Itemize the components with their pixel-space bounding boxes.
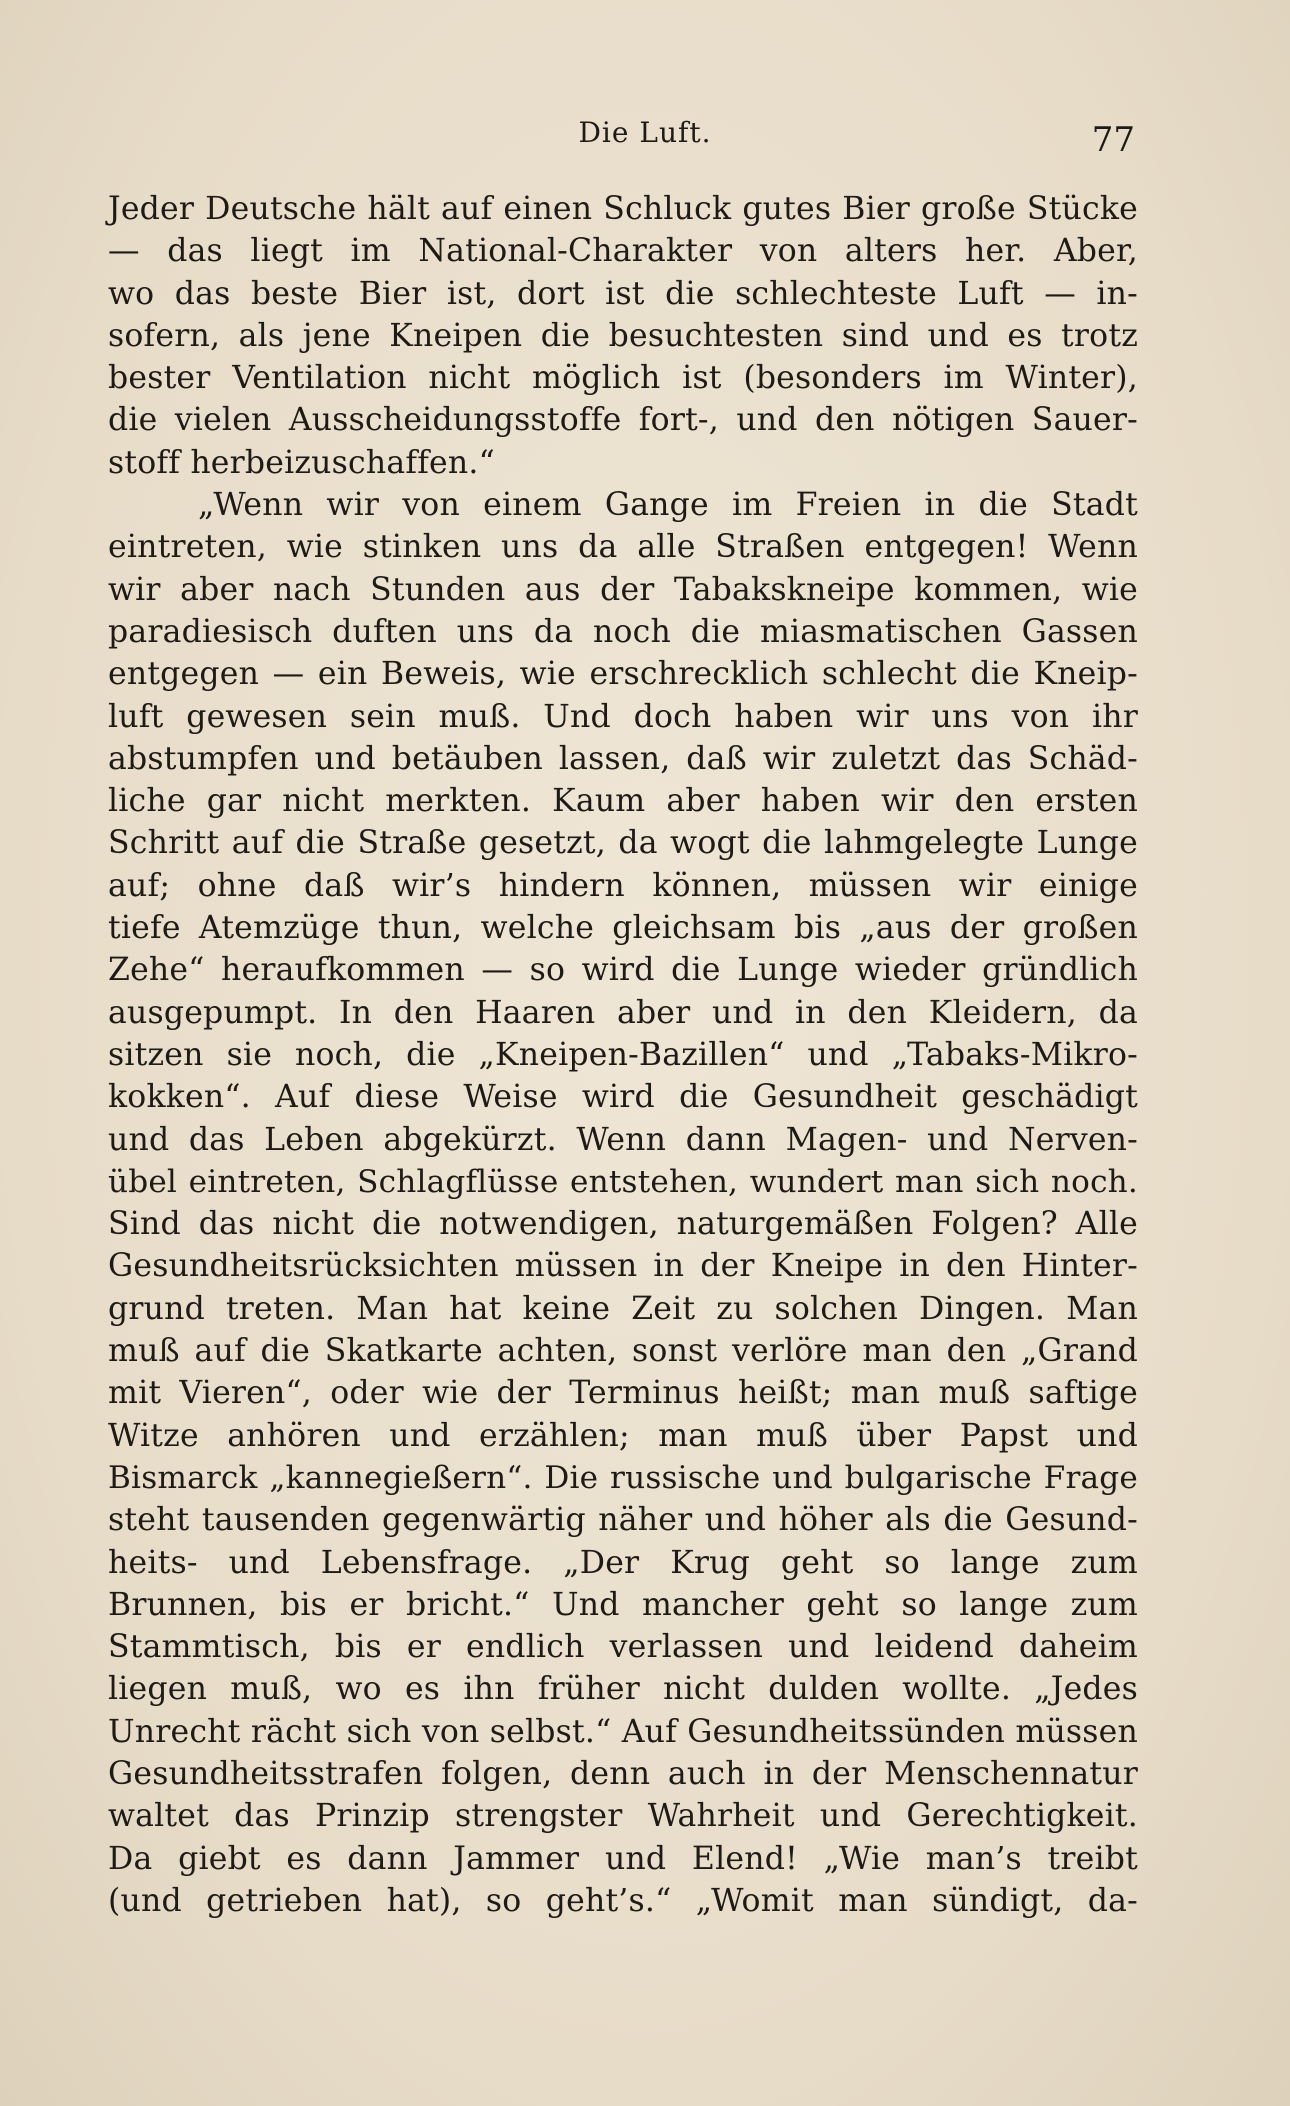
text-line: eintreten, wie stinken uns da alle Straßen entgegen! Wenn [108,529,1138,566]
text-line: (und getrieben hat), so geht’s.“ „Womit man sündigt, da- [108,1882,1138,1919]
text-line: Gesundheitsstrafen folgen, denn auch in der Menschennatur [108,1755,1138,1792]
text-line: waltet das Prinzip strengster Wahrheit und Gerechtigkeit. [108,1798,1138,1835]
text-line: kokken“. Auf diese Weise wird die Gesundheit geschädigt [108,1079,1138,1116]
text-line: Unrecht rächt sich von selbst.“ Auf Gesundheitssünden müssen [108,1713,1138,1750]
text-line: entgegen — ein Beweis, wie erschrecklich schlecht die Kneip- [108,656,1138,693]
text-line: heits- und Lebensfrage. „Der Krug geht so lange zum [108,1544,1138,1581]
text-line: liegen muß, wo es ihn früher nicht dulden wollte. „Jedes [108,1671,1138,1708]
text-line: paradiesisch duften uns da noch die miasmatischen Gassen [108,613,1138,650]
text-line: mit Vieren“, oder wie der Terminus heißt; man muß saftige [108,1375,1138,1412]
page-number: 77 [1091,120,1135,160]
running-title: Die Luft. [578,116,712,149]
text-line: Zehe“ heraufkommen — so wird die Lunge wieder gründlich [108,952,1138,989]
text-line: bester Ventilation nicht möglich ist (besonders im Winter), [108,360,1138,397]
text-line: sofern, als jene Kneipen die besuchtesten sind und es trotz [108,317,1138,354]
text-line: Witze anhören und erzählen; man muß über Papst und [108,1417,1138,1454]
text-line: abstumpfen und betäuben lassen, daß wir zuletzt das Schäd- [108,740,1138,777]
text-line: auf; ohne daß wir’s hindern können, müssen wir einige [108,867,1138,904]
text-line: steht tausenden gegenwärtig näher und höher als die Gesund- [108,1502,1138,1539]
text-line: Jeder Deutsche hält auf einen Schluck gutes Bier große Stücke [108,191,1138,227]
text-line: Brunnen, bis er bricht.“ Und mancher geht so lange zum [108,1586,1138,1623]
text-line: Da giebt es dann Jammer und Elend! „Wie man’s treibt [108,1840,1138,1877]
page-header [0,108,1290,158]
text-line: Gesundheitsrücksichten müssen in der Kneipe in den Hinter- [108,1248,1138,1285]
text-line: ausgepumpt. In den Haaren aber und in den Kleidern, da [108,994,1138,1031]
text-line: Schritt auf die Straße gesetzt, da wogt die lahmgelegte Lunge [108,825,1138,862]
text-line: tiefe Atemzüge thun, welche gleichsam bis „aus der großen [108,910,1138,947]
text-line: und das Leben abgekürzt. Wenn dann Magen- und Nerven- [108,1121,1138,1158]
text-line: sitzen sie noch, die „Kneipen-Bazillen“ und „Tabaks-Mikro- [108,1036,1138,1073]
text-line: stoff herbeizuschaffen.“ [108,444,495,481]
text-line: wir aber nach Stunden aus der Tabakskneipe kommen, wie [108,571,1138,608]
text-line: Stammtisch, bis er endlich verlassen und leidend daheim [108,1629,1138,1666]
text-line: übel eintreten, Schlagflüsse entstehen, wundert man sich noch. [108,1163,1138,1200]
text-line: wo das beste Bier ist, dort ist die schlechteste Luft — in- [108,275,1138,312]
text-line: Bismarck „kannegießern“. Die russische und bulgarische Frage [108,1459,1138,1496]
text-line: liche gar nicht merkten. Kaum aber haben wir den ersten [108,783,1138,820]
text-line: die vielen Ausscheidungsstoffe fort-, und den nötigen Sauer- [108,402,1138,439]
paragraph-first-line: „Wenn wir von einem Gange im Freien in die Stadt [198,487,1138,524]
text-line: grund treten. Man hat keine Zeit zu solchen Dingen. Man [108,1290,1138,1327]
text-line: — das liegt im National-Charakter von alters her. Aber, [108,233,1138,270]
text-line: luft gewesen sein muß. Und doch haben wir uns von ihr [108,698,1138,735]
text-line: Sind das nicht die notwendigen, naturgemäßen Folgen? Alle [108,1206,1138,1243]
body-text [108,188,1138,1922]
text-line: muß auf die Skatkarte achten, sonst verlöre man den „Grand [108,1333,1138,1370]
